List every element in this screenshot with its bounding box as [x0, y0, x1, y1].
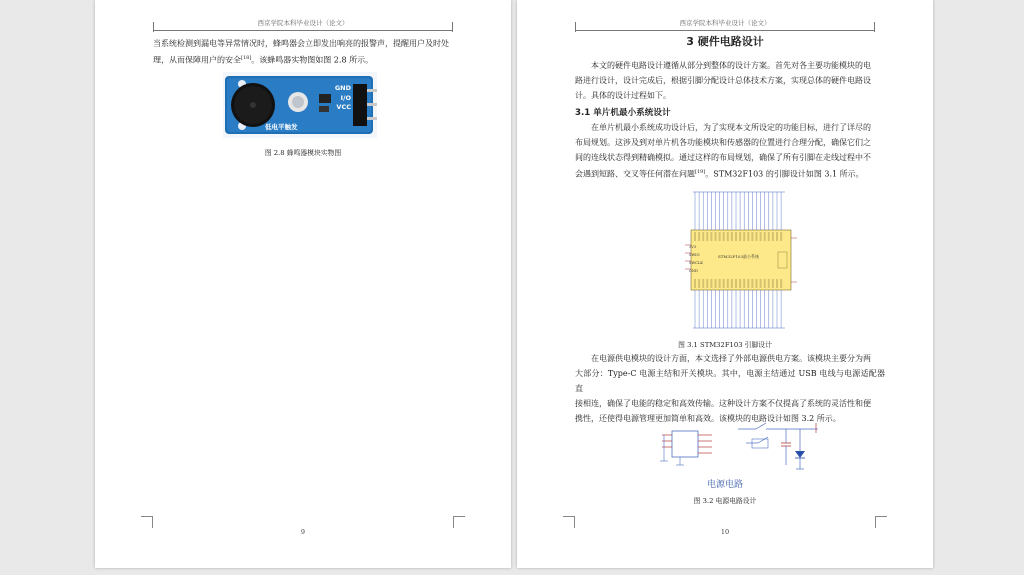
stm32-pin-diagram [685, 186, 797, 334]
chip-label: STM32F103最小系统 [718, 254, 760, 259]
module-silkscreen-text: 低电平触发 [265, 123, 298, 131]
crop-mark [453, 516, 465, 528]
figure-caption: 图 3.2 电源电路设计 [693, 497, 757, 505]
figure-caption: 图 3.1 STM32F103 引脚设计 [678, 341, 772, 349]
section-paragraph [575, 120, 885, 182]
figure-caption: 图 2.8 蜂鸣器模块实物图 [264, 149, 342, 157]
paragraph-line: 在单片机最小系统成功设计后，为了实现本文所设定的功能目标，进行了详尽的 [591, 123, 871, 132]
body-paragraph [153, 36, 463, 68]
paragraph-line: 理，从而保障用户的安全[18]。该蜂鸣器实物图如图 2.8 所示。 [153, 55, 374, 65]
header-corner-mark [153, 22, 154, 32]
paragraph-line: 当系统检测到漏电等异常情况时，蜂鸣器会立即发出响亮的报警声，提醒用户及时处 [153, 39, 449, 48]
pin-label-vcc: VCC [336, 103, 351, 111]
header-corner-mark [452, 22, 453, 32]
header-corner-mark [575, 22, 576, 32]
section-title: 3.1 单片机最小系统设计 [575, 108, 671, 118]
chapter-title: 3 硬件电路设计 [686, 35, 764, 48]
paragraph-line: 计。具体的设计过程如下。 [575, 91, 671, 100]
pin-label-io: I/O [340, 93, 351, 102]
page-9 [95, 0, 511, 568]
side-pin-label: SWIO [689, 253, 700, 257]
side-pin-label: GND [689, 269, 698, 273]
header-corner-mark [874, 22, 875, 32]
page-header: 西京学院本科毕业设计（论文） [153, 18, 453, 31]
intro-paragraph [575, 58, 885, 103]
power-paragraph [575, 351, 885, 426]
crop-mark [875, 516, 887, 528]
paragraph-line: 接相连，确保了电能的稳定和高效传输。这种设计方案不仅提高了系统的灵活性和便 [575, 399, 871, 408]
pin-label-gnd: GND [334, 84, 351, 92]
paragraph-line: 路进行设计，设计完成后，根据引脚分配设计总体技术方案，实现总体的硬件电路设 [575, 76, 871, 85]
paragraph-line: 携性，还使得电源管理更加简单和高效。该模块的电路设计如图 3.2 所示。 [575, 414, 841, 423]
side-pin-label: 3V3 [689, 245, 697, 249]
paragraph-line: 在电源供电模块的设计方面，本文选择了外部电源供电方案。该模块主要分为两 [591, 354, 871, 363]
power-circuit-title: 电源电路 [706, 480, 743, 490]
page-number: 9 [300, 528, 306, 536]
paragraph-line: 会遇到短路、交叉等任何潜在问题[19]。STM32F103 的引脚设计如图 3.1 所示。 [575, 169, 864, 179]
page-10 [517, 0, 933, 568]
side-pin-label: SWCLK [689, 261, 703, 265]
paragraph-line: 布局规划。这涉及到对单片机各功能模块和传感器的位置进行合理分配，确保它们之 [575, 138, 871, 147]
crop-mark [563, 516, 575, 528]
paragraph-line: 间的连线状态得到精确模拟。通过这样的布局规划，确保了所有引脚在走线过程中不 [575, 153, 871, 162]
paragraph-line: 本文的硬件电路设计遵循从部分到整体的设计方案。首先对各主要功能模块的电 [591, 61, 871, 70]
crop-mark [141, 516, 153, 528]
page-number: 10 [720, 528, 730, 536]
page-header: 西京学院本科毕业设计（论文） [575, 18, 875, 31]
paragraph-line: 大部分：Type-C 电源主结和开关模块。其中，电源主结通过 USB 电线与电源适配器直 [575, 369, 885, 393]
buzzer-module-photo [223, 72, 377, 138]
